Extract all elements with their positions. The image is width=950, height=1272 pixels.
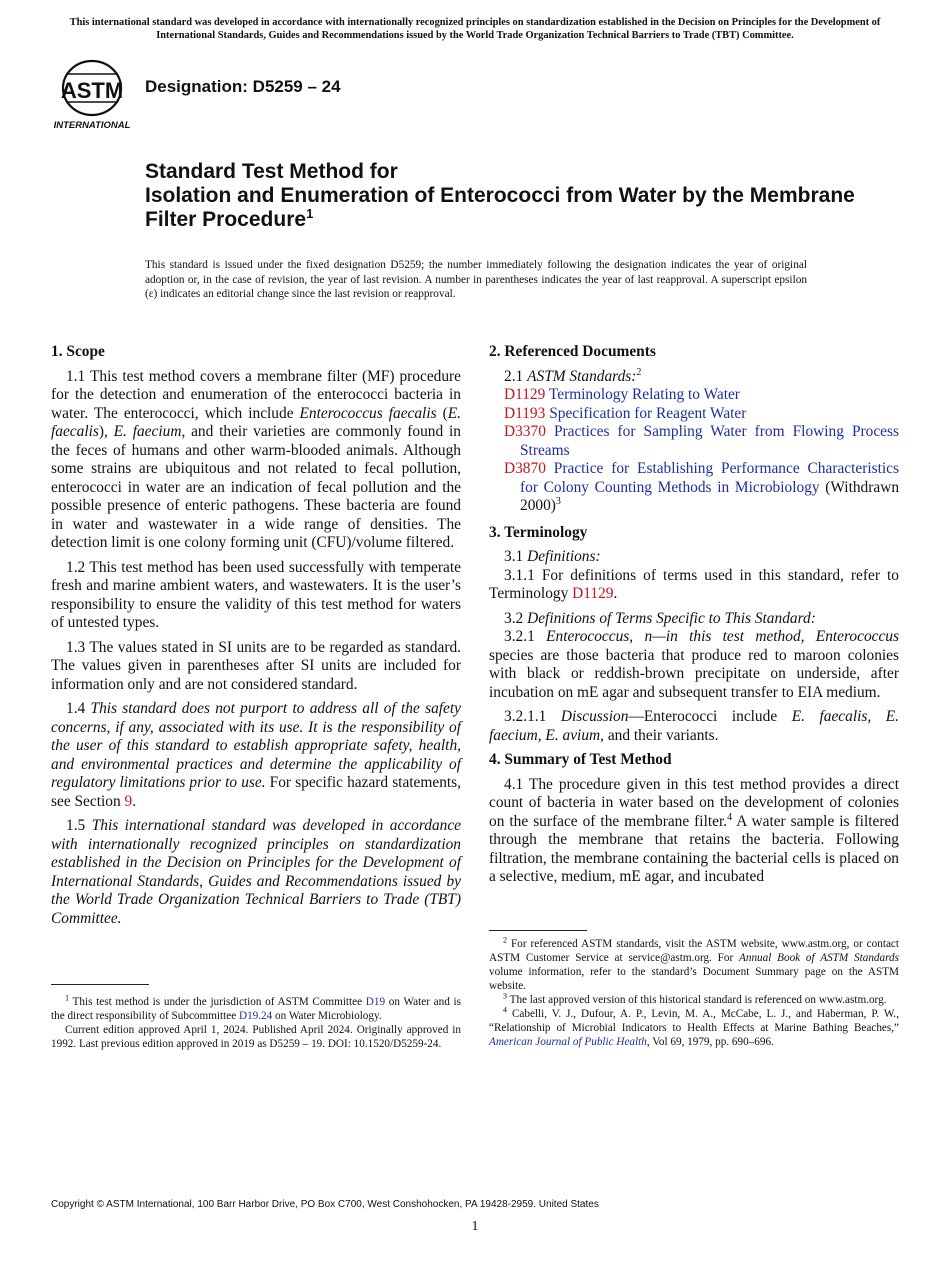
scope-1-5: 1.5 This international standard was developed in accordance with internationally recognized principles on standardization established in the Decision on Principles for the Development of International Standards, Guides and Recommendations issued by the World Trade Organization Technical Barriers to Trade (TBT) Committee. [51,817,461,927]
footnote-4: $^4$ Cabelli, V. J., Dufour, A. P., Levin, M. A., McCabe, L. J., and Haberman, P. W., “Relationship of Microbial Indicators to Health Effects at Marine Bathing Beaches,” American Journal of Public Health, Vol 69, 1979, pp. 690–696. [489,1005,899,1048]
reference-item[interactable]: D3870 Practice for Establishing Performance Characteristics for Colony Counting Methods in Microbiology (Withdrawn 2000)$^3$ [504,460,900,514]
scope-heading: 1. Scope [51,343,105,360]
reference-item[interactable]: D3370 Practices for Sampling Water from Flowing Process Streams [504,423,899,459]
footnotes-right [489,937,899,1049]
logo-mark: ASTM [60,78,124,103]
scope-1-3: 1.3 The values stated in SI units are to be regarded as standard. The values given in parentheses after SI units are included for information only and are not considered standard. [51,638,461,693]
title-text: Isolation and Enumeration of Enterococci from Water by the Membrane Filter Procedure [145,184,855,231]
terminology-heading: 3. Terminology [489,523,588,541]
footnote-3: $^3$ The last approved version of this historical standard is referenced on www.astm.org. [503,991,887,1006]
logo-text: INTERNATIONAL [53,120,131,131]
subcommittee-link[interactable]: D19.24 [238,1010,273,1022]
footnote-2: $^2$ For referenced ASTM standards, visit the ASTM website, www.astm.org, or contact ASTM Customer Service at service@astm.org. For Annual Book of ASTM Standards volume information, refer to the standard’s Document Summary page on the ASTM website. [489,935,899,992]
term-3-2-1-1: 3.2.1.1 Discussion—Enterococci include E. faecalis, E. faecium, E. avium, and their variants. [489,708,900,744]
footnote-rule-left [51,984,149,985]
scope-1-1: 1.1 This test method covers a membrane filter (MF) procedure for the detection and enumeration of the enterococci bacteria in water. The enterococci, which include Enterococcus faecalis (E. faecalis), E. faecium, and their varieties are commonly found in the feces of humans and other warm-blooded animals. Although some strains are ubiquitous and not related to fecal pollution, enterococci in water are an indication of fecal pollution and the possible presence of enteric pathogens. These bacteria are found in water and wastewater in a wide range of densities. The detection limit is one colony forming unit (CFU)/volume filtered. [51,367,461,551]
referenced-heading: 2. Referenced Documents [489,343,656,360]
reference-item[interactable]: D1193 Specification for Reagent Water [504,404,747,422]
scope-1-4: 1.4 This standard does not purport to address all of the safety concerns, if any, associated with its use. It is the responsibility of the user of this standard to establish appropriate safety, health, and environmental practices and determine the applicability of regulatory limitations prior to use. For specific hazard statements, see Section 9. [51,700,462,810]
summary-heading: 4. Summary of Test Method [489,751,672,768]
title-line2 [145,184,865,232]
journal-link[interactable]: American Journal of Public Health [489,1036,647,1048]
title-line1: Standard Test Method for [145,160,398,183]
reference-list [489,386,899,516]
section-9-link[interactable]: 9 [124,792,133,810]
term-3-2-1: 3.2.1 Enterococcus, n—in this test method, Enterococcus species are those bacteria that produce red to maroon colonies with black or reddish-brown precipitate on underside, after incubation on mE agar and subsequent transfer to EIA medium. [489,628,899,701]
page-title [145,160,865,232]
designation: Designation: D5259 – 24 [145,77,341,96]
committee-d19-link[interactable]: D19 [365,996,386,1008]
term-3-1-1: 3.1.1 For definitions of terms used in this standard, refer to Terminology D1129. [489,566,899,602]
term-3-2: 3.2 Definitions of Terms Specific to This Standard: [504,609,816,627]
astm-standards-label: 2.1 ASTM Standards:$^2$ [504,366,642,385]
copyright: Copyright © ASTM International, 100 Barr Harbor Drive, PO Box C700, West Conshohocken, PA 19428-2959. United States [51,1199,599,1210]
title-footnote-mark: 1 [306,206,314,221]
astm-logo [52,56,136,132]
footnote-1-edition: Current edition approved April 1, 2024. Published April 2024. Originally approved in 1992. Last previous edition approved in 2019 as D5259 – 19. DOI: 10.1520/D5259-24. [51,1024,461,1050]
page-number: 1 [471,1219,479,1234]
left-column [51,343,461,934]
scope-1-2: 1.2 This test method has been used successfully with temperate fresh and marine ambient waters, and wastewaters. It is the user’s responsibility to ensure the validity of this test method for waters of untested types. [51,558,461,631]
right-column [489,343,899,893]
footnotes-left [51,995,461,1051]
d1129-link[interactable]: D1129 [572,585,614,602]
footnote-1: $^1$ This test method is under the jurisdiction of ASTM Committee D19 on Water and is the direct responsibility of Subcommittee D19.24 on Water Microbiology. [51,993,461,1022]
reference-item[interactable]: D1129 Terminology Relating to Water [504,386,740,403]
issued-note: This standard is issued under the fixed designation D5259; the number immediately following the designation indicates the year of original adoption or, in the case of revision, the year of last revision. A number in parentheses indicates the year of last reapproval. A superscript epsilon (ε) indicates an editorial change since the last revision or reapproval. [145,259,807,300]
astm-logo-icon [52,56,136,132]
top-notice: This international standard was developed in accordance with internationally recognized principles on standardization established in the Decision on Principles for the Development of International Standards, Guides and Recommendations issued by the World Trade Organization Technical Barriers to Trade (TBT) Committee. [69,17,881,41]
summary-4-1: 4.1 The procedure given in this test method provides a direct count of bacteria in water based on the development of colonies on the surface of the membrane filter.$^4$ A water sample is filtered through the membrane that retains the bacteria. Following filtration, the membrane containing the bacterial cells is placed on a selective, medium, mE agar, and incubated [489,775,899,885]
footnote-rule-right [489,930,587,931]
term-3-1: 3.1 Definitions: [504,548,601,565]
